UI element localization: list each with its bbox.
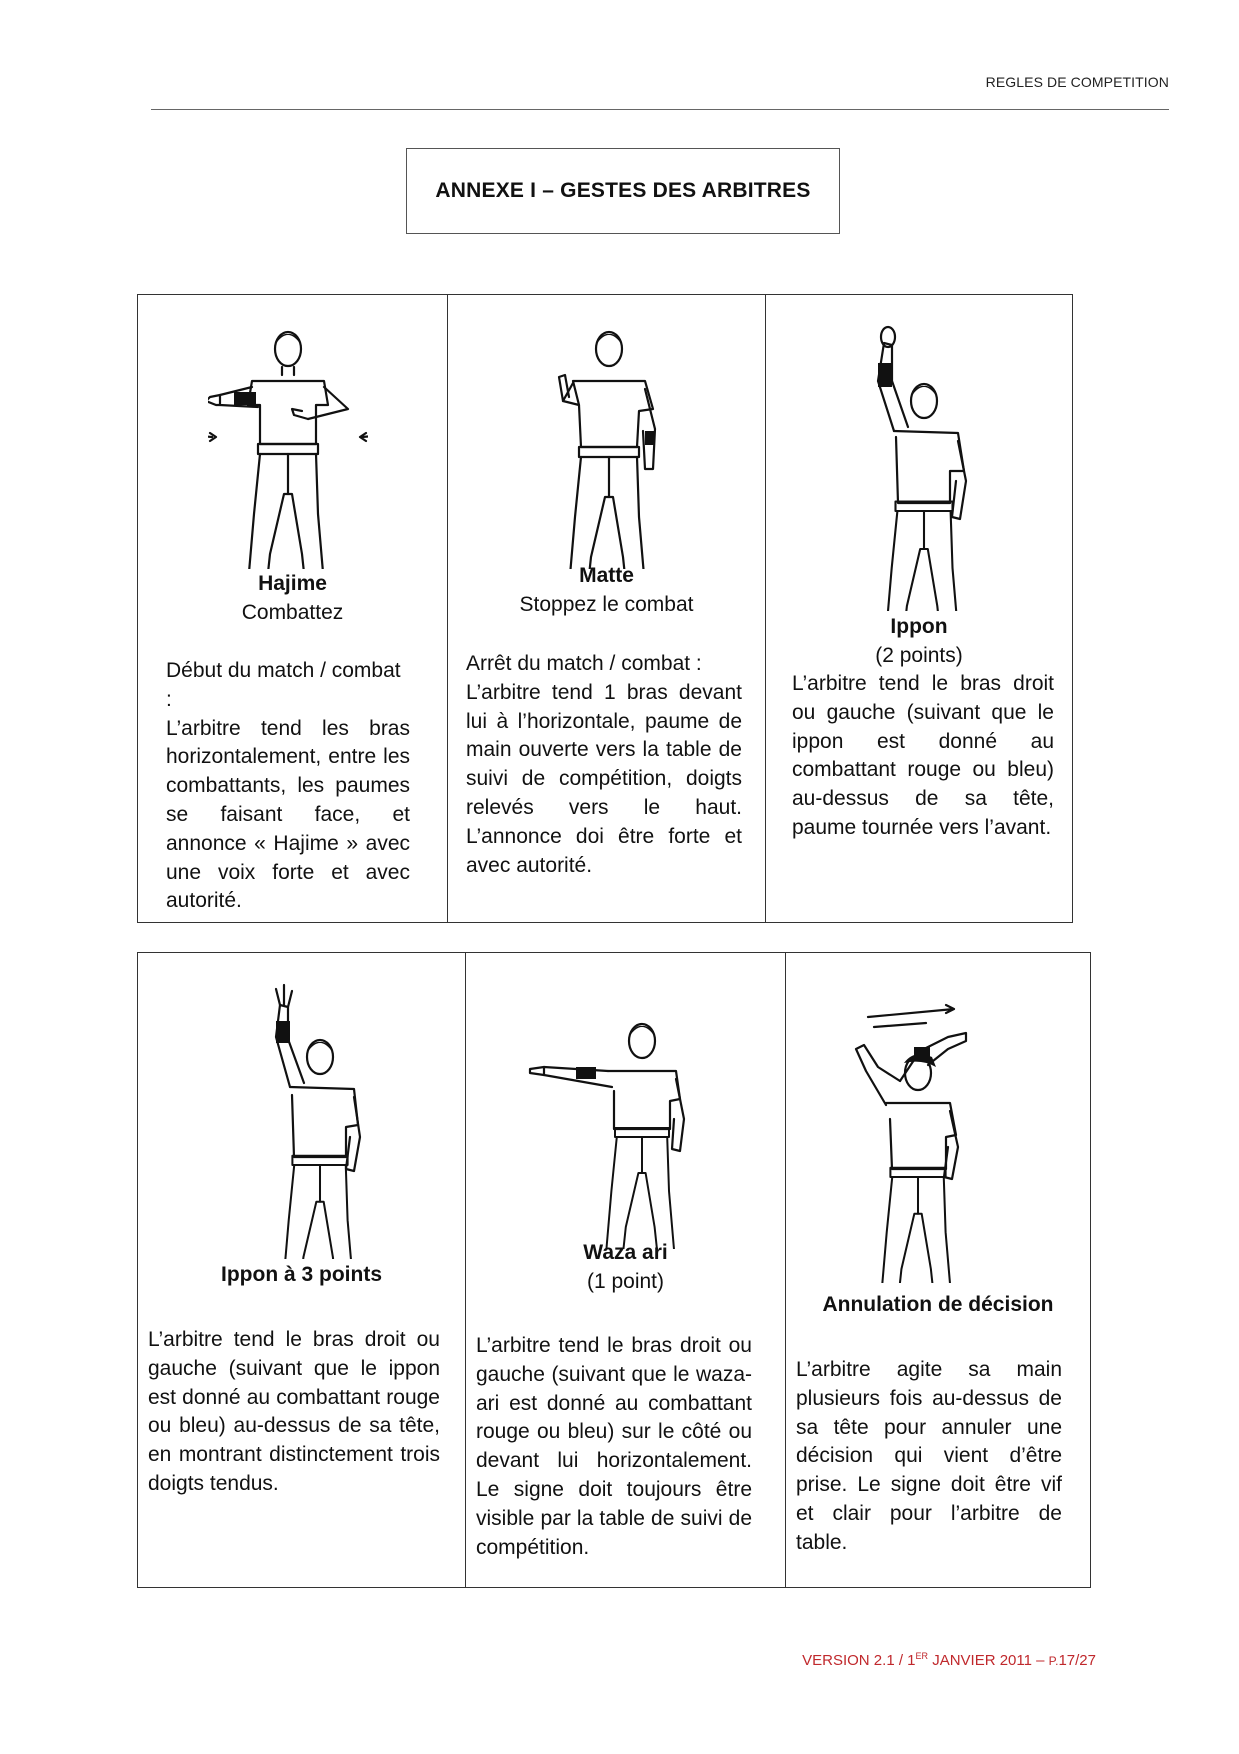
referee-arm-sideways-icon — [522, 1009, 722, 1249]
gesture-description — [476, 1332, 752, 1562]
gesture-description — [796, 1356, 1062, 1558]
gesture-description-text: L’arbitre tend le bras droit ou gauche (suivant que le ippon est donné au combattant rouge ou bleu) au-dessus de sa tête, en montrant distinctement trois doigts tendus. — [148, 1328, 440, 1495]
gesture-cell-waza-ari — [466, 953, 786, 1587]
gesture-subtitle: Stoppez le combat — [519, 593, 694, 616]
section-header: REGLES DE COMPETITION — [985, 74, 1169, 90]
page-footer — [802, 1651, 1096, 1669]
gesture-description-text: L’arbitre tend 1 bras devant lui à l’horizontale, paume de main ouverte vers la table de suivi de compétition, doigts relevés vers le haut. L’annonce doi être forte et avec autorité. — [466, 680, 742, 877]
gesture-name: Hajime — [258, 572, 327, 595]
gesture-cell-hajime — [138, 295, 448, 922]
header-divider — [151, 109, 1169, 110]
referee-arm-raised-icon — [844, 321, 984, 611]
gesture-description — [792, 670, 1054, 843]
gesture-name: Matte — [579, 564, 634, 587]
page-number: 17/27 — [1058, 1652, 1096, 1669]
referee-arm-raised-three-fingers-icon — [236, 979, 376, 1259]
footer-version: VERSION 2.1 / 1 — [802, 1652, 916, 1669]
gesture-description — [466, 650, 742, 880]
gestures-table-row-2 — [137, 952, 1091, 1588]
gesture-name: Ippon à 3 points — [221, 1263, 382, 1286]
gesture-description-text: L’arbitre tend le bras droit ou gauche (suivant que le ippon est donné au combattant rouge ou bleu) au-dessus de sa tête, paume tournée vers l’avant. — [792, 672, 1054, 839]
referee-arms-horizontal-icon — [208, 319, 368, 569]
footer-page-prefix: P. — [1048, 1654, 1059, 1668]
gesture-subtitle: (1 point) — [586, 1270, 665, 1293]
gesture-intro: Début du match / combat : — [166, 659, 401, 711]
gesture-cell-ippon — [766, 295, 1072, 922]
gestures-table-row-1 — [137, 294, 1073, 923]
referee-hand-waving-icon — [828, 1003, 1008, 1283]
gesture-cell-matte — [448, 295, 766, 922]
referee-palm-forward-icon — [534, 319, 684, 569]
gesture-description — [148, 1326, 440, 1499]
gesture-description-text: L’arbitre tend les bras horizontalement, entre les combattants, les paumes se faisant face, et annonce « Hajime » avec une voix forte et avec autorité. — [166, 716, 410, 913]
gesture-cell-ippon-3-points — [138, 953, 466, 1587]
footer-ordinal: ER — [915, 1651, 929, 1661]
gesture-intro: Arrêt du match / combat : — [466, 652, 702, 675]
gesture-description-text: L’arbitre agite sa main plusieurs fois au-dessus de sa tête pour annuler une décision qui vient d’être prise. Le signe doit être vif et clair pour l’arbitre de table. — [796, 1358, 1062, 1554]
footer-date: JANVIER 2011 – — [928, 1652, 1049, 1669]
gesture-name: Waza ari — [583, 1241, 668, 1264]
gesture-name: Ippon — [890, 615, 948, 638]
page-title: ANNEXE I – GESTES DES ARBITRES — [406, 148, 840, 234]
gesture-subtitle: (2 points) — [875, 644, 963, 667]
gesture-name: Annulation de décision — [822, 1293, 1054, 1316]
gesture-cell-annulation — [786, 953, 1090, 1587]
gesture-description — [166, 657, 410, 916]
gesture-subtitle: Combattez — [241, 601, 344, 624]
gesture-description-text: L’arbitre tend le bras droit ou gauche (suivant que le waza-ari est donné au combattant rouge ou bleu) sur le côté ou devant lui horizontalement. Le signe doit toujours être visible par la table de suivi de compétition. — [476, 1334, 752, 1559]
